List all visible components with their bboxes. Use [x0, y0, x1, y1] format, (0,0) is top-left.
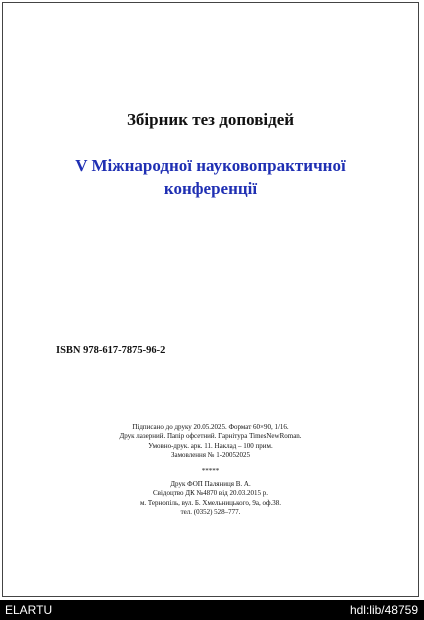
separator: ***** [201, 467, 220, 475]
footer-bar [0, 600, 424, 620]
imprint-line: Умовно-друк. арк. 11. Наклад – 100 прим. [148, 441, 273, 450]
imprint-line: Замовлення № 1-20052025 [170, 451, 251, 460]
footer-source-label: ELARTU [5, 603, 53, 617]
document-title: Збірник тез доповідей [126, 110, 295, 129]
printer-line: м. Тернопіль, вул. Б. Хмельницького, 9а, оф.38. [139, 498, 282, 507]
printer-line: тел. (0352) 528–777. [180, 508, 241, 517]
conference-title-line-1: V Міжнародної науковопрактичної [75, 156, 346, 175]
imprint-block [3, 423, 418, 461]
document-page [2, 2, 419, 597]
printer-line: Свідоцтво ДК №4870 від 20.03.2015 р. [153, 489, 268, 498]
isbn: ISBN 978-617-7875-96-2 [56, 345, 166, 356]
conference-title [3, 154, 418, 200]
imprint-line: Підписано до друку 20.05.2025. Формат 60×90, 1/16. [132, 423, 289, 431]
printer-block [3, 480, 418, 518]
footer-handle-link[interactable]: hdl:lib/48759 [349, 603, 418, 617]
imprint-line: Друк лазерний. Папір офсетний. Гарнітура TimesNewRoman. [119, 432, 302, 441]
printer-line: Друк ФОП Паляниця В. А. [170, 480, 251, 488]
conference-title-line-2: конференції [163, 179, 258, 198]
